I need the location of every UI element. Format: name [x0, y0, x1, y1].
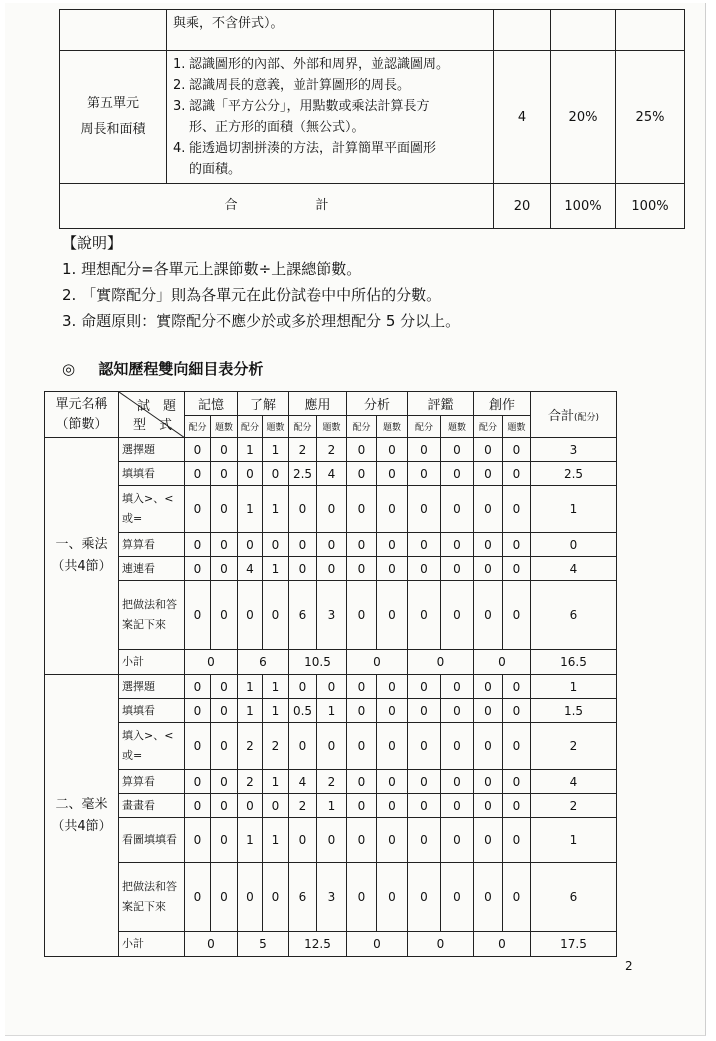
value-cell: 0	[238, 794, 263, 818]
level-header: 評鑑	[408, 392, 474, 416]
value-cell: 0	[211, 533, 238, 557]
value-cell: 4	[317, 462, 347, 486]
value-cell: 1	[238, 438, 263, 462]
count-subheader: 題數	[263, 416, 289, 438]
value-cell: 2	[317, 770, 347, 794]
row-total-cell: 0	[531, 533, 617, 557]
value-cell: 3	[317, 581, 347, 650]
level-header: 分析	[347, 392, 408, 416]
value-cell: 0	[238, 581, 263, 650]
value-cell: 0	[503, 818, 531, 863]
value-cell: 2	[238, 770, 263, 794]
value-cell: 0	[377, 533, 408, 557]
value-cell: 0	[211, 675, 238, 699]
value-cell: 0	[185, 486, 211, 533]
value-cell: 0	[474, 794, 503, 818]
table-row	[45, 723, 617, 770]
value-cell: 0	[503, 723, 531, 770]
value-cell: 0	[408, 699, 441, 723]
value-cell: 0	[474, 699, 503, 723]
list-item: 4. 能透過切割拼湊的方法，計算簡單平面圖形	[173, 141, 437, 156]
list-item-continuation: 的面積。	[189, 162, 242, 177]
value-cell: 0	[211, 486, 238, 533]
value-cell: 0	[211, 462, 238, 486]
score-subheader: 配分	[185, 416, 211, 438]
diag-top-label: 試 題	[136, 399, 176, 414]
value-cell: 0	[347, 557, 377, 581]
total-label: 合 計	[60, 184, 494, 229]
item-type-cell: 填填看	[119, 462, 185, 486]
value-cell: 0	[317, 533, 347, 557]
value-cell: 3	[317, 863, 347, 932]
value-cell: 0	[408, 675, 441, 699]
count-subheader: 題數	[377, 416, 408, 438]
value-cell: 0	[347, 581, 377, 650]
value-cell: 0	[347, 462, 377, 486]
item-type-cell: 填填看	[119, 699, 185, 723]
row-total-cell: 2	[531, 723, 617, 770]
value-cell: 0	[185, 723, 211, 770]
unit-subtitle: 周長和面積	[80, 122, 146, 137]
value-cell: 0	[441, 863, 474, 932]
value-cell: 0	[211, 770, 238, 794]
value-cell: 0	[289, 723, 317, 770]
item-type-cell: 選擇題	[119, 438, 185, 462]
row-total-cell: 1	[531, 818, 617, 863]
item-type-cell: 看圖填填看	[119, 818, 185, 863]
value-cell: 0	[503, 557, 531, 581]
row-total-cell: 1	[531, 675, 617, 699]
value-cell: 0	[185, 557, 211, 581]
value-cell: 0	[441, 581, 474, 650]
value-cell: 0	[263, 581, 289, 650]
value-cell: 0	[474, 533, 503, 557]
value-cell: 0	[474, 581, 503, 650]
value-cell: 0	[211, 699, 238, 723]
row-total-cell: 1	[531, 486, 617, 533]
value-cell: 0	[474, 723, 503, 770]
cognitive-process-table	[44, 391, 617, 957]
score-subheader: 配分	[238, 416, 263, 438]
subtotal-cell: 0	[474, 650, 531, 675]
value-cell: 0	[474, 486, 503, 533]
value-cell: 0	[408, 486, 441, 533]
item-type-cell: 算算看	[119, 533, 185, 557]
value-cell: 0	[347, 863, 377, 932]
unit-header: 單元名稱 （節數）	[45, 392, 119, 438]
level-header: 記憶	[185, 392, 238, 416]
value-cell: 0	[408, 770, 441, 794]
item-type-header	[119, 392, 185, 438]
table-row	[45, 863, 617, 932]
actual-score-value: 25%	[616, 51, 685, 184]
value-cell: 0	[238, 533, 263, 557]
list-item: 1. 認識圖形的內部、外部和周界，並認識圖周。	[173, 57, 450, 72]
subtotal-cell: 0	[474, 932, 531, 957]
value-cell: 0	[408, 794, 441, 818]
subtotal-total-cell: 16.5	[531, 650, 617, 675]
value-cell: 4	[238, 557, 263, 581]
total-actual: 100%	[616, 184, 685, 229]
value-cell: 0	[503, 581, 531, 650]
item-type-cell: 選擇題	[119, 675, 185, 699]
value-cell: 0	[377, 557, 408, 581]
subtotal-cell: 6	[238, 650, 289, 675]
level-header: 創作	[474, 392, 531, 416]
value-cell: 0	[289, 557, 317, 581]
value-cell: 2	[263, 723, 289, 770]
value-cell: 0	[503, 863, 531, 932]
value-cell: 0	[377, 675, 408, 699]
row-total-cell: 4	[531, 770, 617, 794]
value-cell: 0.5	[289, 699, 317, 723]
item-type-cell: 把做法和答案記下來	[119, 863, 185, 932]
value-cell: 2	[289, 794, 317, 818]
value-cell: 0	[503, 699, 531, 723]
note-item: 3. 命題原則：實際配分不應少於或多於理想配分 5 分以上。	[62, 312, 461, 330]
value-cell: 0	[474, 675, 503, 699]
header-row	[45, 392, 617, 416]
value-cell: 0	[263, 863, 289, 932]
value-cell: 0	[185, 794, 211, 818]
value-cell: 0	[503, 462, 531, 486]
value-cell: 0	[185, 533, 211, 557]
table-row	[45, 770, 617, 794]
value-cell: 0	[185, 438, 211, 462]
score-subheader: 配分	[408, 416, 441, 438]
value-cell: 0	[441, 723, 474, 770]
value-cell: 0	[441, 675, 474, 699]
diag-bottom-label: 型 式	[133, 418, 173, 433]
value-cell: 0	[408, 462, 441, 486]
count-subheader: 題數	[503, 416, 531, 438]
value-cell: 1	[263, 818, 289, 863]
subtotal-cell: 5	[238, 932, 289, 957]
value-cell: 0	[289, 818, 317, 863]
value-cell: 0	[474, 818, 503, 863]
score-subheader: 配分	[347, 416, 377, 438]
value-cell: 0	[474, 438, 503, 462]
value-cell: 0	[347, 770, 377, 794]
value-cell: 6	[289, 863, 317, 932]
value-cell: 0	[263, 462, 289, 486]
value-cell: 1	[263, 557, 289, 581]
value-cell: 2	[238, 723, 263, 770]
total-sessions: 20	[494, 184, 551, 229]
value-cell: 0	[347, 486, 377, 533]
table-row	[45, 675, 617, 699]
value-cell: 0	[185, 818, 211, 863]
subtotal-cell: 12.5	[289, 932, 347, 957]
value-cell: 0	[441, 533, 474, 557]
unit-name-cell: 二、毫米 （共4節）	[45, 675, 119, 957]
value-cell: 0	[263, 533, 289, 557]
value-cell: 0	[474, 557, 503, 581]
score-subheader: 配分	[289, 416, 317, 438]
section-title: 認知歷程雙向細目表分析	[98, 360, 264, 378]
value-cell: 1	[238, 675, 263, 699]
value-cell: 2.5	[289, 462, 317, 486]
value-cell: 0	[185, 462, 211, 486]
value-cell: 0	[347, 699, 377, 723]
value-cell: 0	[377, 770, 408, 794]
value-cell: 0	[377, 818, 408, 863]
value-cell: 0	[503, 770, 531, 794]
value-cell: 0	[408, 863, 441, 932]
value-cell: 0	[289, 675, 317, 699]
value-cell: 0	[408, 557, 441, 581]
subtotal-cell: 0	[185, 932, 238, 957]
value-cell: 0	[377, 486, 408, 533]
table-row	[45, 533, 617, 557]
row-total-cell: 1.5	[531, 699, 617, 723]
value-cell: 0	[317, 557, 347, 581]
value-cell: 0	[377, 699, 408, 723]
objective-fragment: 與乘，不含併式）。	[167, 10, 494, 51]
subtotal-cell: 0	[408, 650, 474, 675]
value-cell: 0	[441, 486, 474, 533]
value-cell: 0	[211, 581, 238, 650]
value-cell: 0	[474, 462, 503, 486]
row-total-cell: 3	[531, 438, 617, 462]
value-cell: 1	[263, 699, 289, 723]
value-cell: 0	[408, 438, 441, 462]
row-total-cell: 2	[531, 794, 617, 818]
value-cell: 0	[317, 675, 347, 699]
value-cell: 0	[441, 770, 474, 794]
subtotal-label: 小計	[119, 932, 185, 957]
value-cell: 1	[317, 699, 347, 723]
value-cell: 1	[238, 486, 263, 533]
value-cell: 0	[211, 863, 238, 932]
value-cell: 0	[441, 557, 474, 581]
value-cell: 0	[503, 794, 531, 818]
value-cell: 0	[377, 863, 408, 932]
table-row	[45, 699, 617, 723]
value-cell: 0	[347, 818, 377, 863]
level-header: 應用	[289, 392, 347, 416]
subtotal-cell: 0	[347, 650, 408, 675]
item-type-cell: 連連看	[119, 557, 185, 581]
unit-title: 第五單元	[86, 96, 139, 111]
value-cell: 0	[377, 794, 408, 818]
value-cell: 6	[289, 581, 317, 650]
value-cell: 0	[377, 438, 408, 462]
item-type-cell: 畫畫看	[119, 794, 185, 818]
value-cell: 0	[211, 723, 238, 770]
row-total-cell: 2.5	[531, 462, 617, 486]
unit-title-cell	[60, 51, 167, 184]
note-item: 1. 理想配分=各單元上課節數÷上課總節數。	[62, 260, 362, 278]
value-cell: 0	[441, 438, 474, 462]
table-row-total	[60, 184, 685, 229]
value-cell: 0	[408, 533, 441, 557]
value-cell: 0	[211, 794, 238, 818]
item-type-cell: 填入>、<或=	[119, 486, 185, 533]
value-cell: 1	[317, 794, 347, 818]
bullet-icon: ◎	[62, 360, 76, 378]
subtotal-label: 小計	[119, 650, 185, 675]
value-cell: 0	[185, 675, 211, 699]
count-subheader: 題數	[317, 416, 347, 438]
table-body	[45, 392, 617, 957]
list-item-continuation: 形、正方形的面積（無公式）。	[189, 120, 365, 135]
value-cell: 0	[185, 699, 211, 723]
total-header: 合計(配分)	[531, 392, 617, 438]
value-cell: 0	[503, 675, 531, 699]
table-row	[45, 818, 617, 863]
note-item: 2. 「實際配分」則為各單元在此份試卷中中所佔的分數。	[62, 286, 442, 304]
value-cell: 0	[503, 533, 531, 557]
value-cell: 1	[238, 818, 263, 863]
section-heading	[62, 358, 263, 379]
value-cell: 0	[377, 581, 408, 650]
total-ideal: 100%	[551, 184, 616, 229]
value-cell: 0	[377, 723, 408, 770]
row-total-cell: 6	[531, 863, 617, 932]
subtotal-cell: 0	[347, 932, 408, 957]
table-row	[45, 581, 617, 650]
value-cell: 0	[441, 699, 474, 723]
list-item: 3. 認識「平方公分」，用點數或乘法計算長方	[173, 99, 430, 114]
table-row	[45, 486, 617, 533]
item-type-cell: 填入>、<或=	[119, 723, 185, 770]
value-cell: 0	[317, 818, 347, 863]
value-cell: 0	[441, 794, 474, 818]
value-cell: 2	[289, 438, 317, 462]
notes-section	[62, 230, 460, 334]
table-row	[45, 462, 617, 486]
value-cell: 1	[263, 486, 289, 533]
value-cell: 0	[408, 723, 441, 770]
objectives-cell	[167, 51, 494, 184]
objectives-list	[173, 54, 489, 180]
ideal-score-value: 20%	[551, 51, 616, 184]
unit-name-cell: 一、乘法 （共4節）	[45, 438, 119, 675]
notes-heading: 【說明】	[62, 234, 123, 252]
value-cell: 0	[289, 533, 317, 557]
page-number: 2	[625, 959, 633, 973]
value-cell: 1	[263, 438, 289, 462]
count-subheader: 題數	[211, 416, 238, 438]
value-cell: 1	[263, 675, 289, 699]
value-cell: 0	[185, 770, 211, 794]
value-cell: 0	[347, 438, 377, 462]
item-type-cell: 把做法和答案記下來	[119, 581, 185, 650]
value-cell: 0	[347, 675, 377, 699]
row-total-cell: 6	[531, 581, 617, 650]
value-cell: 0	[347, 533, 377, 557]
subtotal-cell: 0	[408, 932, 474, 957]
value-cell: 0	[211, 818, 238, 863]
value-cell: 2	[317, 438, 347, 462]
sessions-value: 4	[494, 51, 551, 184]
value-cell: 0	[317, 486, 347, 533]
value-cell: 1	[238, 699, 263, 723]
level-header: 了解	[238, 392, 289, 416]
value-cell: 0	[185, 863, 211, 932]
value-cell: 0	[238, 863, 263, 932]
value-cell: 0	[347, 723, 377, 770]
table-row	[60, 10, 685, 51]
table-row	[60, 51, 685, 184]
subtotal-cell: 10.5	[289, 650, 347, 675]
score-subheader: 配分	[474, 416, 503, 438]
item-type-cell: 算算看	[119, 770, 185, 794]
count-subheader: 題數	[441, 416, 474, 438]
subtotal-total-cell: 17.5	[531, 932, 617, 957]
value-cell: 0	[408, 581, 441, 650]
value-cell: 0	[441, 462, 474, 486]
value-cell: 0	[347, 794, 377, 818]
value-cell: 0	[503, 486, 531, 533]
table-row	[45, 794, 617, 818]
subtotal-cell: 0	[185, 650, 238, 675]
value-cell: 0	[503, 438, 531, 462]
value-cell: 0	[317, 723, 347, 770]
value-cell: 0	[474, 770, 503, 794]
list-item: 2. 認識周長的意義，並計算圖形的周長。	[173, 78, 411, 93]
row-total-cell: 4	[531, 557, 617, 581]
value-cell: 0	[263, 794, 289, 818]
value-cell: 1	[263, 770, 289, 794]
value-cell: 0	[185, 581, 211, 650]
value-cell: 0	[474, 863, 503, 932]
value-cell: 0	[377, 462, 408, 486]
table-row	[45, 557, 617, 581]
value-cell: 0	[211, 557, 238, 581]
value-cell: 0	[289, 486, 317, 533]
subtotal-row	[45, 932, 617, 957]
unit-weight-table	[59, 9, 685, 229]
value-cell: 0	[441, 818, 474, 863]
value-cell: 0	[238, 462, 263, 486]
table-row	[45, 438, 617, 462]
value-cell: 4	[289, 770, 317, 794]
subtotal-row	[45, 650, 617, 675]
document-page	[5, 3, 706, 1036]
value-cell: 0	[211, 438, 238, 462]
value-cell: 0	[408, 818, 441, 863]
